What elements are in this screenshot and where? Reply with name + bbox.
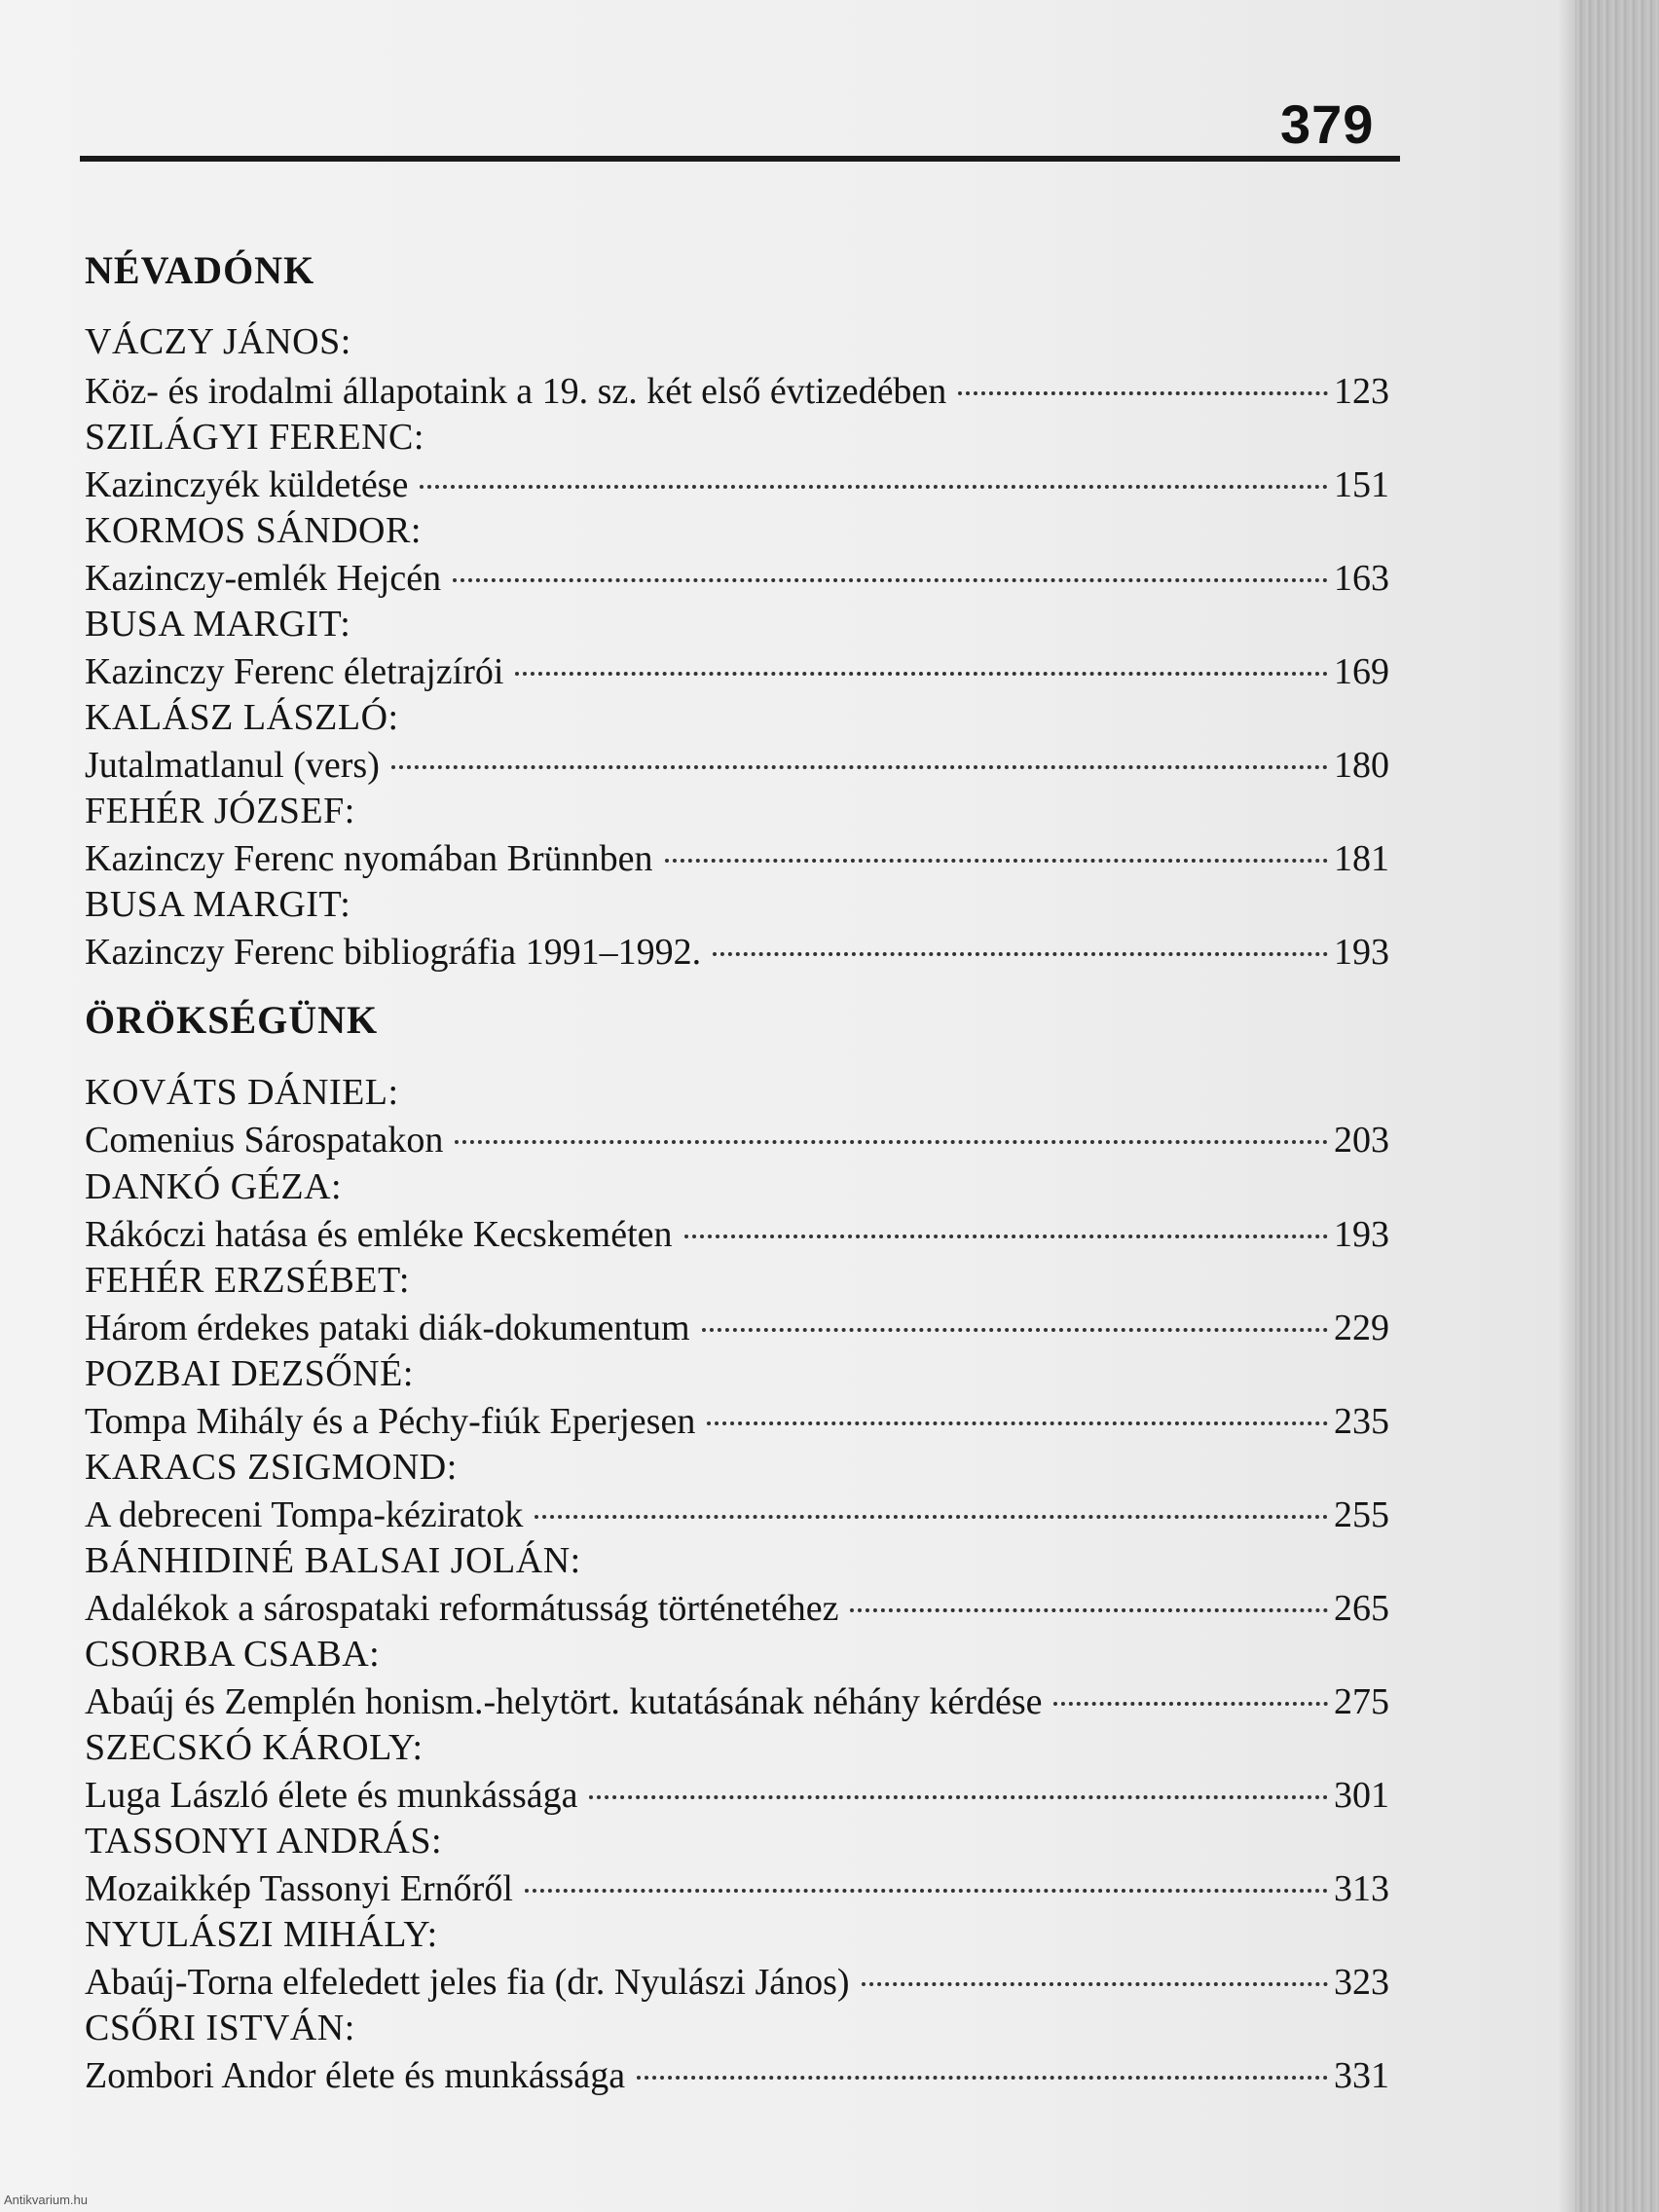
entry-author: SZILÁGYI FERENC: bbox=[85, 417, 424, 458]
entry-author: SZECSKÓ KÁROLY: bbox=[85, 1727, 424, 1768]
toc-entry[interactable] bbox=[85, 557, 1389, 600]
entry-page-number: 313 bbox=[1334, 1868, 1389, 1909]
dot-leader bbox=[455, 1140, 1328, 1144]
entry-author: DANKÓ GÉZA: bbox=[85, 1166, 343, 1207]
entry-title: Kazinczy Ferenc nyomában Brünnben bbox=[85, 838, 653, 879]
dot-leader bbox=[525, 1889, 1328, 1893]
toc-entry[interactable] bbox=[85, 1774, 1389, 1817]
dot-leader bbox=[420, 485, 1328, 489]
entry-author: POZBAI DEZSŐNÉ: bbox=[85, 1353, 414, 1394]
entry-title: Tompa Mihály és a Péchy-fiúk Eperjesen bbox=[85, 1401, 696, 1442]
toc-entry[interactable] bbox=[85, 1961, 1389, 2004]
dot-leader bbox=[862, 1982, 1328, 1986]
entry-page-number: 255 bbox=[1334, 1494, 1389, 1535]
toc-entry[interactable] bbox=[85, 837, 1389, 880]
entry-page-number: 181 bbox=[1334, 838, 1389, 879]
dot-leader bbox=[391, 765, 1328, 769]
entry-title: Köz- és irodalmi állapotaink a 19. sz. két első évtizedében bbox=[85, 371, 947, 412]
entry-author: KALÁSZ LÁSZLÓ: bbox=[85, 697, 399, 738]
dot-leader bbox=[707, 1421, 1328, 1425]
stacked-page-edges bbox=[1575, 0, 1659, 2212]
entry-author: BUSA MARGIT: bbox=[85, 884, 351, 925]
toc-entry[interactable] bbox=[85, 1587, 1389, 1630]
entry-author: FEHÉR ERZSÉBET: bbox=[85, 1260, 410, 1301]
entry-page-number: 235 bbox=[1334, 1401, 1389, 1442]
toc-entry[interactable] bbox=[85, 931, 1389, 974]
dot-leader bbox=[515, 672, 1328, 676]
dot-leader bbox=[684, 1235, 1329, 1238]
entry-page-number: 331 bbox=[1334, 2055, 1389, 2096]
entry-title: Rákóczi hatása és emléke Kecskeméten bbox=[85, 1214, 673, 1255]
section-heading-nevadonk: NÉVADÓNK bbox=[85, 248, 315, 292]
entry-title: Abaúj és Zemplén honism.-helytört. kutatásának néhány kérdése bbox=[85, 1681, 1043, 1722]
entry-author: KARACS ZSIGMOND: bbox=[85, 1447, 458, 1488]
page-edge-shadow bbox=[1558, 0, 1575, 2212]
dot-leader bbox=[713, 952, 1328, 956]
watermark: Antikvarium.hu bbox=[4, 2193, 88, 2207]
toc-entry[interactable] bbox=[85, 1119, 1389, 1161]
entry-author: KOVÁTS DÁNIEL: bbox=[85, 1072, 399, 1113]
dot-leader bbox=[589, 1795, 1328, 1799]
dot-leader bbox=[665, 859, 1328, 863]
entry-title: Luga László élete és munkássága bbox=[85, 1775, 578, 1816]
entry-title: Kazinczy Ferenc bibliográfia 1991–1992. bbox=[85, 932, 702, 973]
toc-entry[interactable] bbox=[85, 744, 1389, 787]
entry-page-number: 163 bbox=[1334, 558, 1389, 599]
entry-author: FEHÉR JÓZSEF: bbox=[85, 791, 355, 831]
entry-page-number: 193 bbox=[1334, 1214, 1389, 1255]
section-heading-oroksegunk: ÖRÖKSÉGÜNK bbox=[85, 998, 379, 1042]
entry-title: Zombori Andor élete és munkássága bbox=[85, 2055, 626, 2096]
entry-page-number: 123 bbox=[1334, 371, 1389, 412]
entry-title: Három érdekes pataki diák-dokumentum bbox=[85, 1308, 690, 1348]
entry-page-number: 203 bbox=[1334, 1120, 1389, 1161]
entry-author: NYULÁSZI MIHÁLY: bbox=[85, 1914, 438, 1955]
toc-entry[interactable] bbox=[85, 1307, 1389, 1349]
entry-page-number: 265 bbox=[1334, 1588, 1389, 1629]
entry-author: KORMOS SÁNDOR: bbox=[85, 510, 422, 551]
entry-title: Jutalmatlanul (vers) bbox=[85, 745, 380, 786]
entry-title: Mozaikkép Tassonyi Ernőről bbox=[85, 1868, 513, 1909]
toc-entry[interactable] bbox=[85, 2054, 1389, 2097]
toc-entry[interactable] bbox=[85, 1213, 1389, 1256]
dot-leader bbox=[637, 2076, 1328, 2080]
entry-author: CSORBA CSABA: bbox=[85, 1634, 381, 1675]
toc-entry[interactable] bbox=[85, 1400, 1389, 1443]
toc-entry[interactable] bbox=[85, 1867, 1389, 1910]
entry-author: CSŐRI ISTVÁN: bbox=[85, 2008, 355, 2048]
entry-page-number: 169 bbox=[1334, 651, 1389, 692]
entry-author: BÁNHIDINÉ BALSAI JOLÁN: bbox=[85, 1540, 581, 1581]
entry-title: Kazinczy-emlék Hejcén bbox=[85, 558, 442, 599]
entry-title: Comenius Sárospatakon bbox=[85, 1120, 444, 1161]
entry-title: Abaúj-Torna elfeledett jeles fia (dr. Nyulászi János) bbox=[85, 1962, 850, 2003]
toc-entry[interactable] bbox=[85, 650, 1389, 693]
dot-leader bbox=[850, 1608, 1328, 1612]
header-rule bbox=[80, 156, 1400, 162]
page-number: 379 bbox=[1280, 93, 1375, 155]
dot-leader bbox=[453, 578, 1328, 582]
entry-author: VÁCZY JÁNOS: bbox=[85, 321, 351, 362]
entry-page-number: 301 bbox=[1334, 1775, 1389, 1816]
dot-leader bbox=[1053, 1702, 1328, 1706]
entry-page-number: 180 bbox=[1334, 745, 1389, 786]
entry-page-number: 275 bbox=[1334, 1681, 1389, 1722]
entry-page-number: 151 bbox=[1334, 464, 1389, 505]
entry-title: Adalékok a sárospataki reformátusság történetéhez bbox=[85, 1588, 839, 1629]
toc-entry[interactable] bbox=[85, 463, 1389, 506]
entry-title: Kazinczy Ferenc életrajzírói bbox=[85, 651, 504, 692]
entry-page-number: 229 bbox=[1334, 1308, 1389, 1348]
toc-entry[interactable] bbox=[85, 1493, 1389, 1536]
entry-page-number: 323 bbox=[1334, 1962, 1389, 2003]
entry-author: TASSONYI ANDRÁS: bbox=[85, 1821, 443, 1862]
toc-entry[interactable] bbox=[85, 1680, 1389, 1723]
dot-leader bbox=[958, 391, 1328, 395]
entry-title: Kazinczyék küldetése bbox=[85, 464, 409, 505]
dot-leader bbox=[535, 1515, 1328, 1519]
dot-leader bbox=[702, 1328, 1328, 1332]
entry-page-number: 193 bbox=[1334, 932, 1389, 973]
entry-author: BUSA MARGIT: bbox=[85, 604, 351, 645]
toc-entry[interactable] bbox=[85, 370, 1389, 413]
entry-title: A debreceni Tompa-kéziratok bbox=[85, 1494, 524, 1535]
